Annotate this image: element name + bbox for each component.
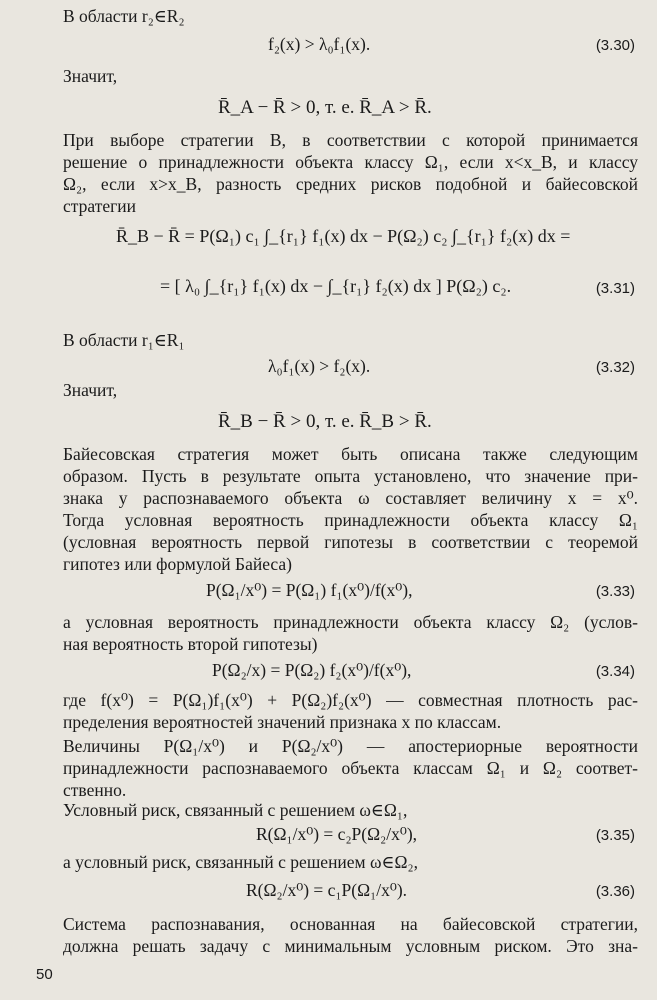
equation: f₂(x) > λ₀f₁(x). <box>268 34 371 54</box>
paragraph-line: ственно. <box>63 780 127 800</box>
paragraph-line: Условный риск, связанный с решением ω∈Ω₁, <box>63 800 408 820</box>
paragraph-line: принадлежности распознаваемого объекта классам Ω₁ и Ω₂ соответ- <box>63 758 638 778</box>
paragraph-line: Тогда условная вероятность принадлежности объекта классу Ω₁ <box>63 510 638 530</box>
equation-number: (3.32) <box>595 359 635 376</box>
equation-number: (3.35) <box>595 827 635 844</box>
text-line: Значит, <box>63 66 118 86</box>
paragraph-line: Величины P(Ω₁/x⁰) и P(Ω₂/x⁰) — апостериорные вероятности <box>63 736 638 756</box>
text-line: B области r₂∈R₂ <box>63 6 185 26</box>
equation-number: (3.34) <box>595 663 635 680</box>
equation: R(Ω₂/x⁰) = c₁P(Ω₁/x⁰). <box>246 880 408 900</box>
equation-number: (3.36) <box>595 883 635 900</box>
equation: R(Ω₁/x⁰) = c₂P(Ω₂/x⁰), <box>256 824 418 844</box>
equation-number: (3.31) <box>595 280 635 297</box>
paragraph-line: знака у распознаваемого объекта ω составляет величину x = x⁰. <box>63 488 638 508</box>
equation: R̄_B − R̄ = P(Ω₁) c₁ ∫_{r₁} f₁(x) dx − P(Ω₂) c₂ ∫_{r₁} f₂(x) dx = <box>116 226 571 246</box>
paragraph-line: где f(x⁰) = P(Ω₁)f₁(x⁰) + P(Ω₂)f₂(x⁰) — совместная плотность рас- <box>63 690 638 710</box>
paragraph-line: При выборе стратегии B, в соответствии с которой принимается <box>63 130 638 150</box>
equation: P(Ω₁/x⁰) = P(Ω₁) f₁(x⁰)/f(x⁰), <box>206 580 413 600</box>
paragraph-line: образом. Пусть в результате опыта установлено, что значение при- <box>63 466 638 486</box>
equation: R̄_A − R̄ > 0, т. е. R̄_A > R̄. <box>218 97 432 118</box>
paragraph-line: стратегии <box>63 196 137 216</box>
paragraph-line: Байесовская стратегия может быть описана также следующим <box>63 444 638 464</box>
paragraph-line: Система распознавания, основанная на байесовской стратегии, <box>63 914 638 934</box>
paragraph-line: (условная вероятность первой гипотезы в соответствии с теоремой <box>63 532 638 552</box>
paragraph-line: а условный риск, связанный с решением ω∈Ω₂, <box>63 852 418 872</box>
page-number: 50 <box>36 966 53 983</box>
equation-number: (3.33) <box>595 583 635 600</box>
equation: λ₀f₁(x) > f₂(x). <box>268 356 371 376</box>
paragraph-line: должна решать задачу с минимальным условным риском. Это зна- <box>63 936 638 956</box>
equation-number: (3.30) <box>595 37 635 54</box>
paragraph-line: ная вероятность второй гипотезы) <box>63 634 318 654</box>
text-line: Значит, <box>63 380 118 400</box>
paragraph-line: а условная вероятность принадлежности объекта классу Ω₂ (услов- <box>63 612 638 632</box>
paragraph-line: Ω₂, если x>x_B, разность средних рисков подобной и байесовской <box>63 174 638 194</box>
equation: P(Ω₂/x) = P(Ω₂) f₂(x⁰)/f(x⁰), <box>212 660 412 680</box>
paragraph-line: пределения вероятностей значений признака x по классам. <box>63 712 502 732</box>
equation: = [ λ₀ ∫_{r₁} f₁(x) dx − ∫_{r₁} f₂(x) dx ] P(Ω₂) c₂. <box>160 276 512 296</box>
text-line: B области r₁∈R₁ <box>63 330 185 350</box>
paragraph-line: гипотез или формулой Байеса) <box>63 554 292 574</box>
paragraph-line: решение о принадлежности объекта классу Ω₁, если x<x_B, и классу <box>63 152 638 172</box>
equation: R̄_B − R̄ > 0, т. е. R̄_B > R̄. <box>218 411 432 432</box>
